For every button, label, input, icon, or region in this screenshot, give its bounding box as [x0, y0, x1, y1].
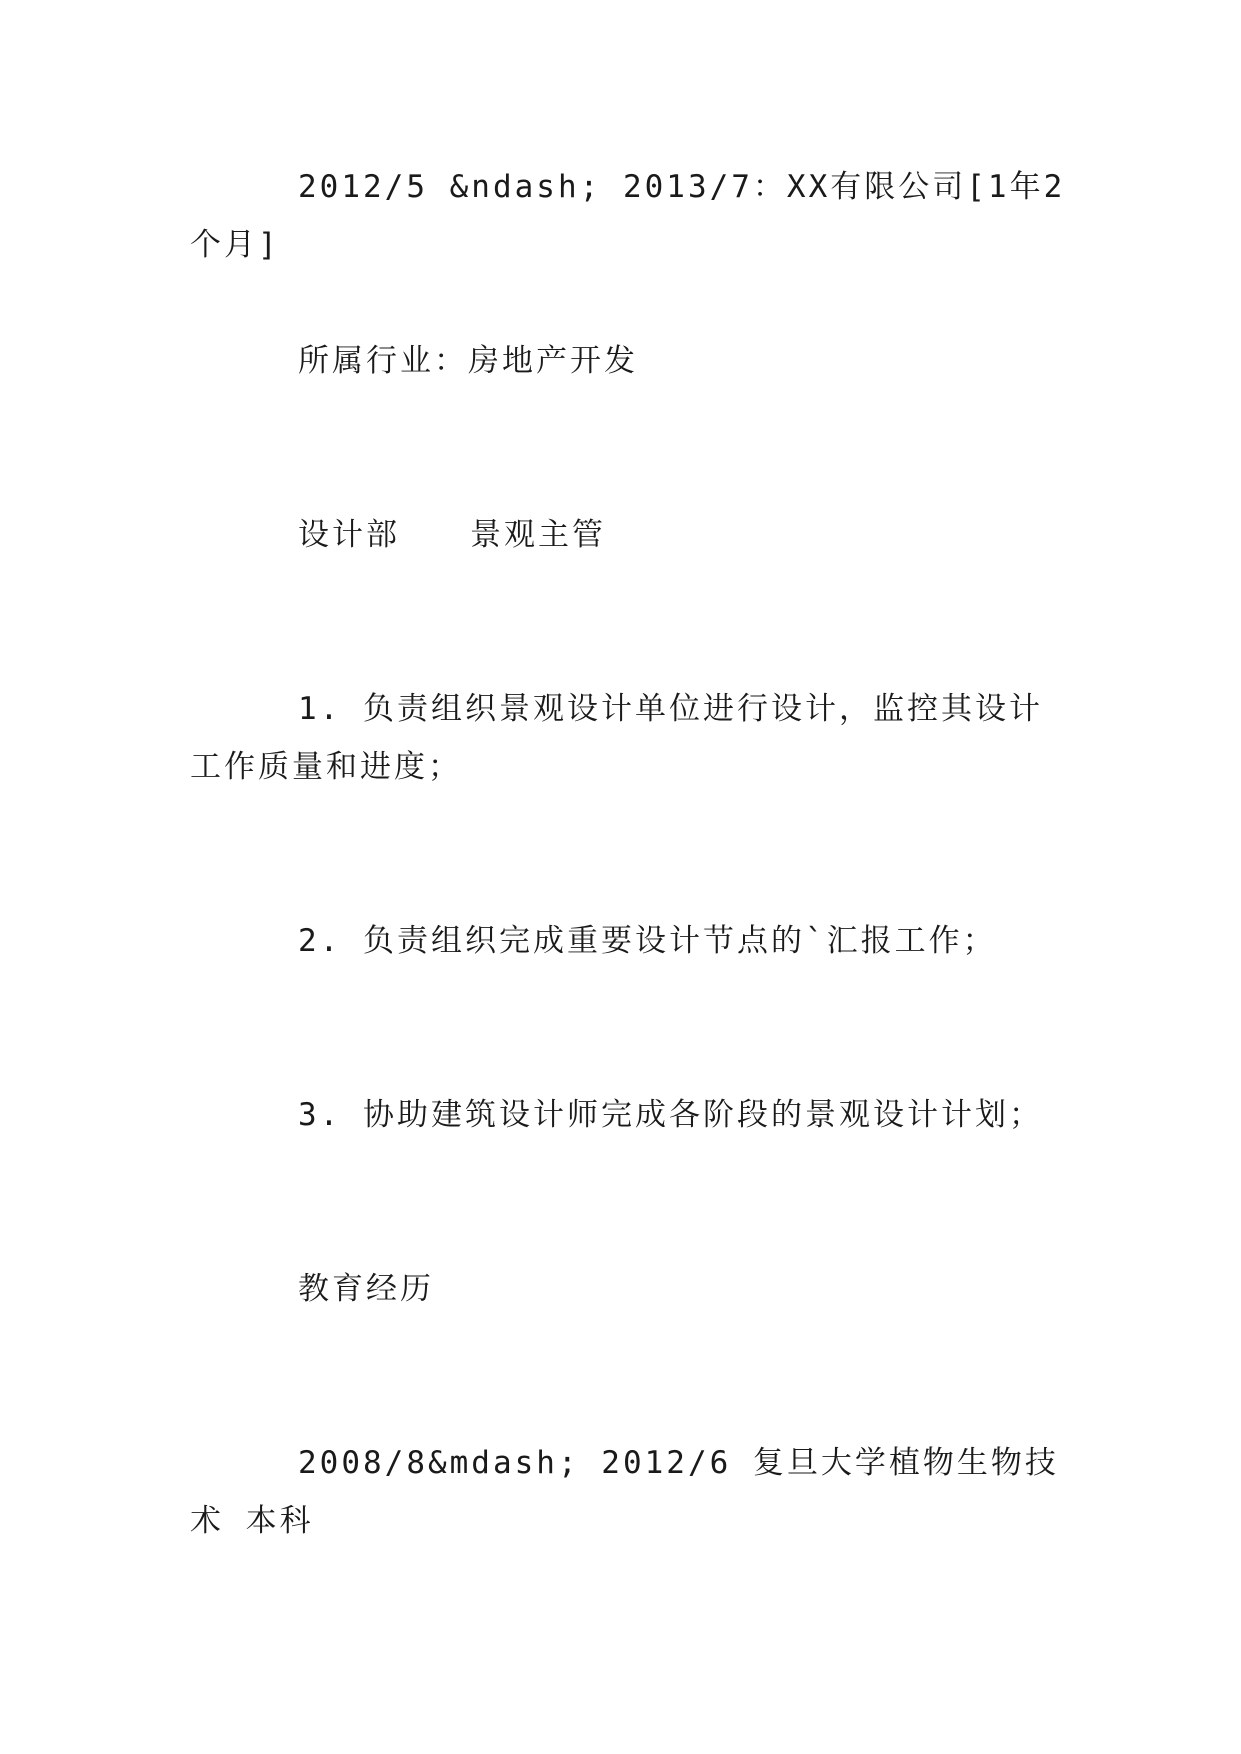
department: 设计部	[298, 517, 400, 553]
work-period-company: 2012/5 &ndash; 2013/7：XX有限公司[1年2个月]	[190, 169, 1066, 263]
duty-item-2: 2. 负责组织完成重要设计节点的`汇报工作；	[298, 923, 997, 959]
duty-item-1: 1. 负责组织景观设计单位进行设计，监控其设计工作质量和进度；	[190, 691, 1043, 785]
education-entry: 2008/8&mdash; 2012/6 复旦大学植物生物技术 本科	[190, 1445, 1059, 1539]
section-heading-education: 教育经历	[298, 1271, 434, 1307]
duty-item-3: 3. 协助建筑设计师完成各阶段的景观设计计划；	[298, 1097, 1043, 1133]
position: 景观主管	[470, 517, 606, 553]
department-position	[190, 506, 1070, 564]
industry-line: 所属行业：房地产开发	[298, 343, 638, 379]
